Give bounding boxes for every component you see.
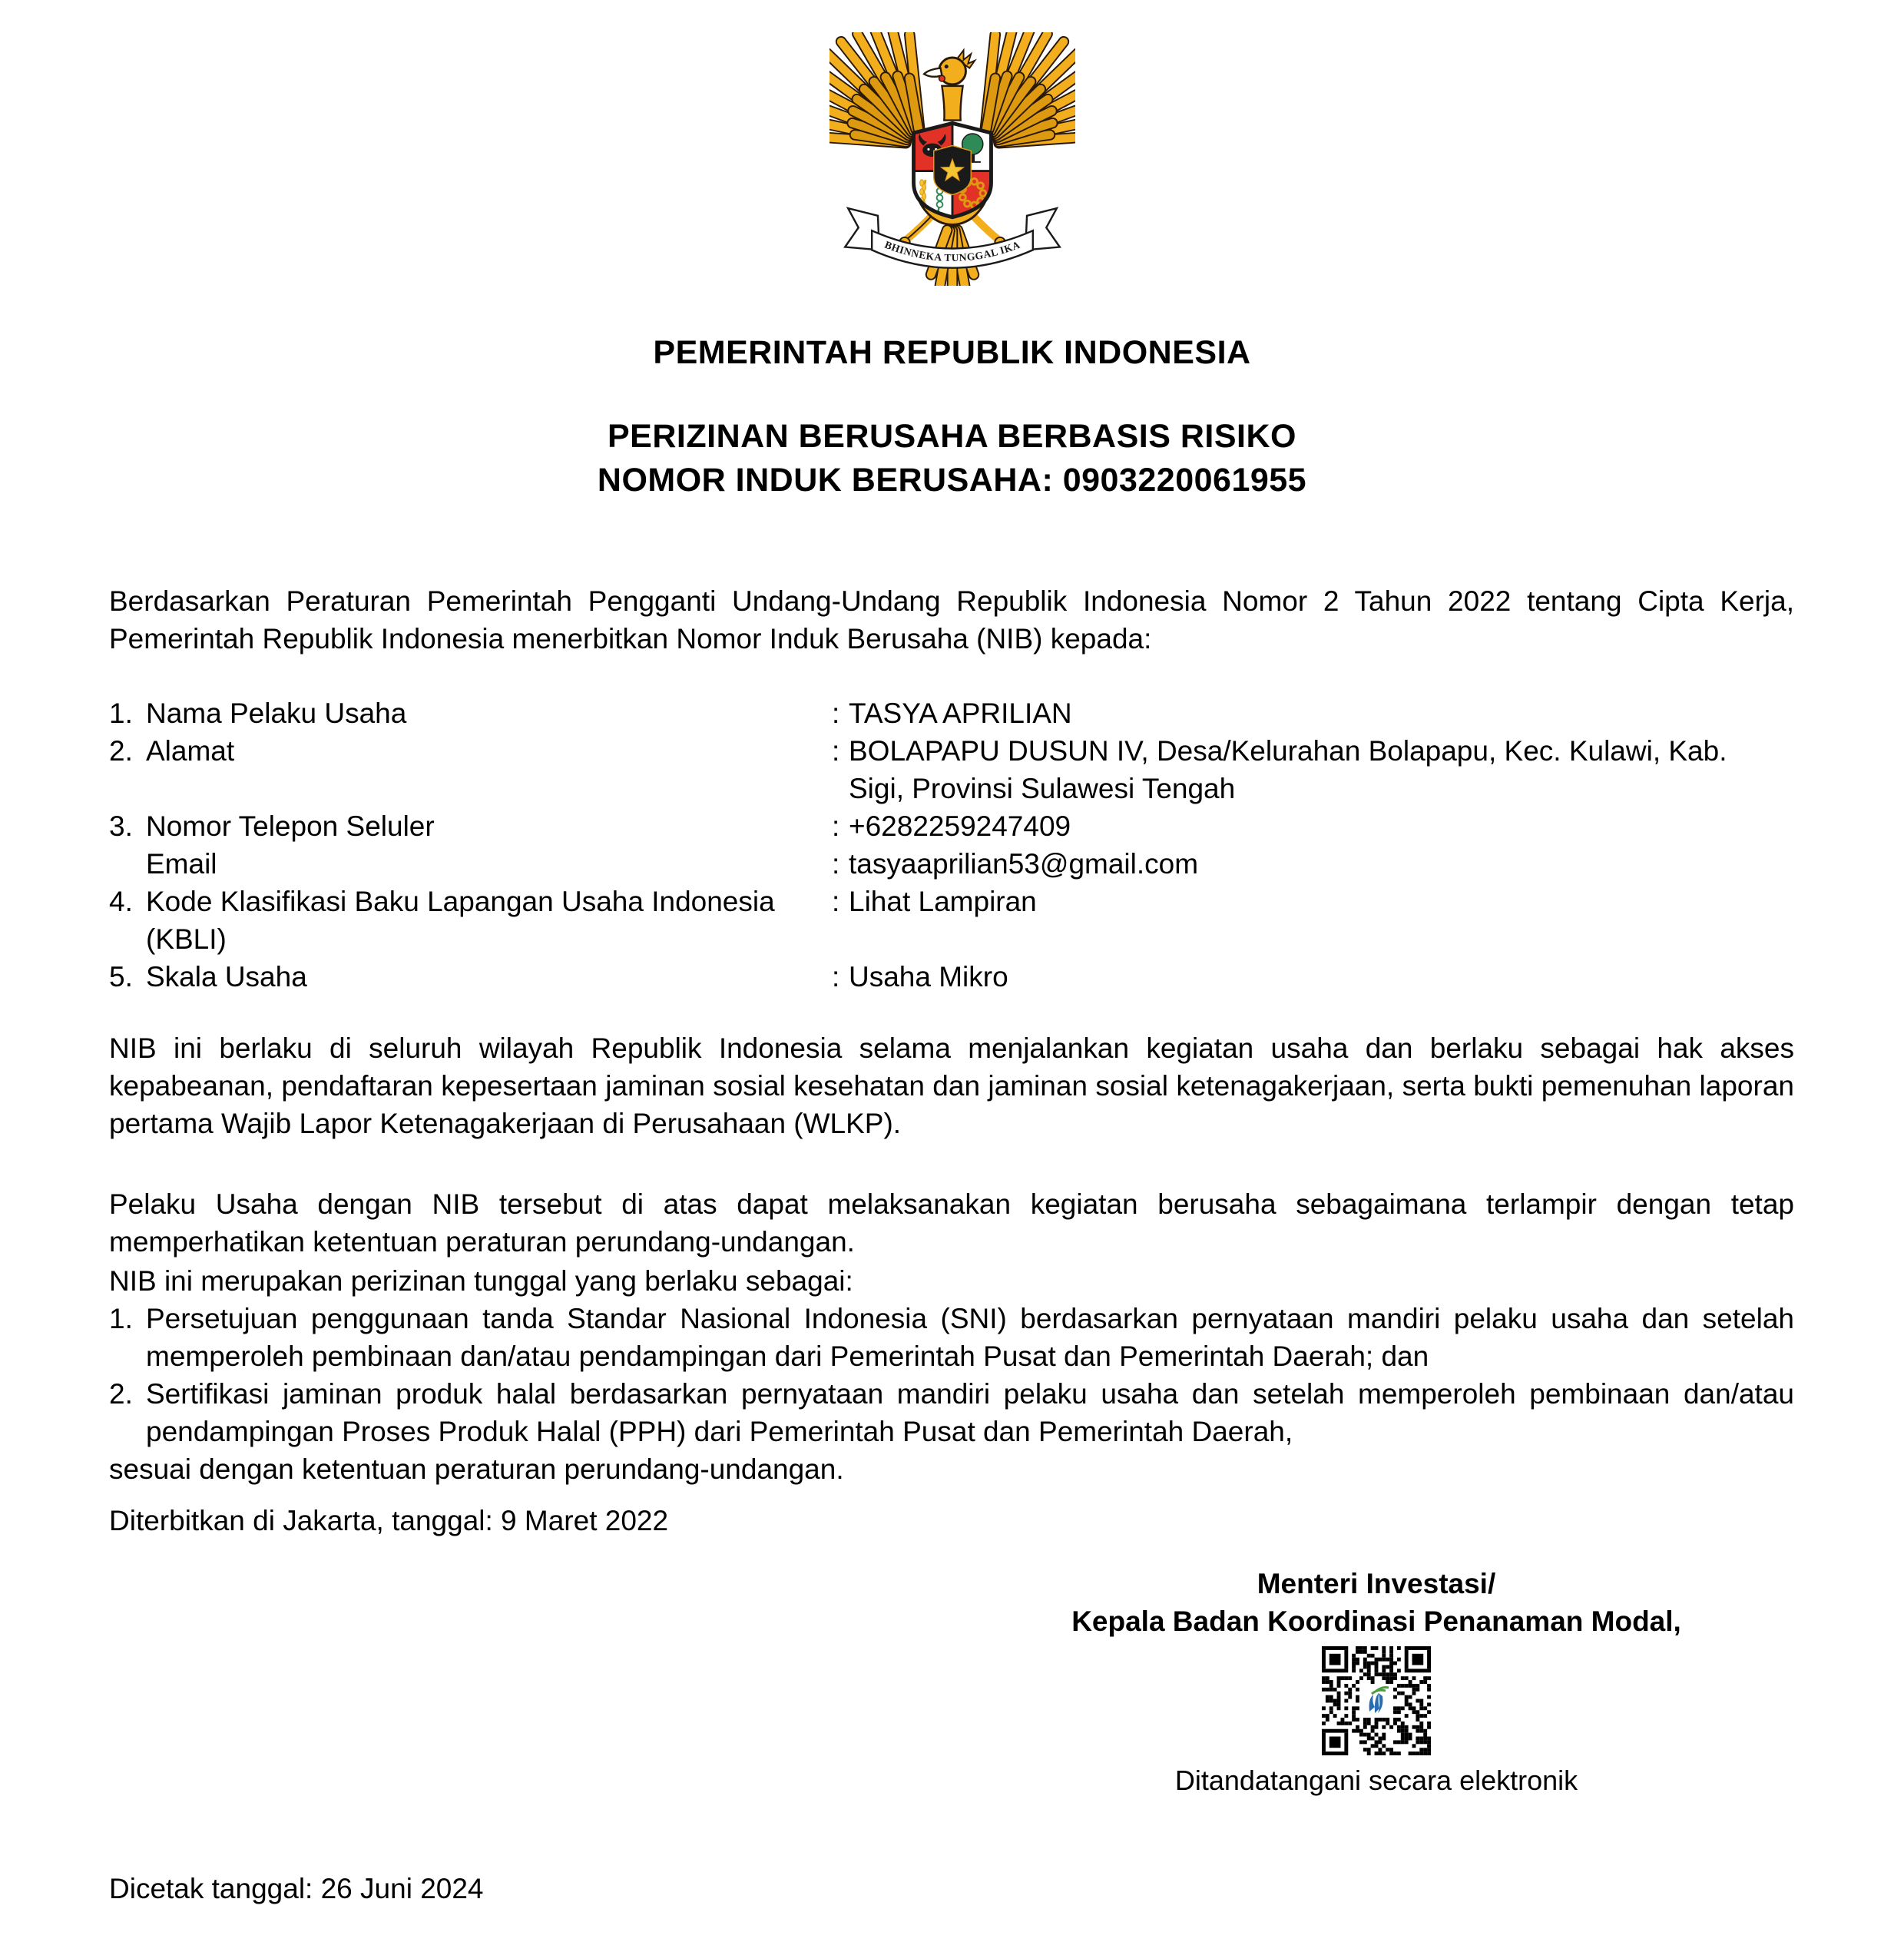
document-body	[109, 582, 1794, 1539]
single-license-item	[109, 1300, 1794, 1375]
field-row-kbli	[109, 883, 1794, 958]
field-value	[832, 694, 1794, 732]
license-title-line: PERIZINAN BERUSAHA BERBASIS RISIKO	[608, 418, 1296, 455]
nib-number-line: NOMOR INDUK BERUSAHA: 0903220061955	[597, 462, 1307, 499]
field-number: 3.	[109, 810, 133, 842]
colon-separator: :	[832, 961, 840, 993]
intro-paragraph: Berdasarkan Peraturan Pemerintah Pengganti Undang-Undang Republik Indonesia Nomor 2 Tahun 2022 tentang Cipta Kerja, Pemerintah Republik Indonesia menerbitkan Nomor Induk Berusaha (NIB) kepada:	[109, 585, 1794, 655]
qr-code-icon	[1322, 1646, 1431, 1755]
field-row-email	[109, 845, 1794, 883]
field-value	[832, 845, 1794, 883]
single-license-intro: NIB ini merupakan perizinan tunggal yang berlaku sebagai:	[109, 1265, 853, 1297]
field-value-text: Usaha Mikro	[849, 961, 1008, 993]
field-number: 2.	[109, 735, 133, 767]
field-row-nama	[109, 694, 1794, 732]
field-value-text: BOLAPAPU DUSUN IV, Desa/Kelurahan Bolapapu, Kec. Kulawi, Kab. Sigi, Provinsi Sulawesi Tengah	[849, 735, 1727, 804]
colon-separator: :	[832, 886, 840, 917]
garuda-pancasila-icon	[829, 32, 1075, 286]
field-label: Email	[146, 848, 217, 880]
obligation-paragraph: Pelaku Usaha dengan NIB tersebut di atas dapat melaksanakan kegiatan berusaha sebagaimana terlampir dengan tetap memperhatikan ketentuan peraturan perundang-undangan.	[109, 1188, 1794, 1258]
field-value	[832, 883, 1794, 920]
field-value-text: Lihat Lampiran	[849, 886, 1037, 917]
field-label: Kode Klasifikasi Baku Lapangan Usaha Indonesia (KBLI)	[146, 886, 775, 955]
field-value	[832, 807, 1794, 845]
field-value	[832, 732, 1794, 807]
field-row-telepon	[109, 807, 1794, 845]
validity-paragraph: NIB ini berlaku di seluruh wilayah Republik Indonesia selama menjalankan kegiatan usaha dan berlaku sebagai hak akses kepabeanan, pendaftaran kepesertaan jaminan sosial kesehatan dan jaminan sosial ketenagakerjaan, serta bukti pemenuhan laporan pertama Wajib Lapor Ketenagakerjaan di Perusahaan (WLKP).	[109, 1032, 1794, 1139]
pancasila-shield	[913, 121, 991, 220]
garuda-right-wing	[979, 32, 1075, 148]
field-number: 1.	[109, 698, 133, 729]
electronic-signature-note: Ditandatangani secara elektronik	[1174, 1765, 1578, 1796]
field-label: Nomor Telepon Seluler	[146, 810, 435, 842]
field-row-skala	[109, 958, 1794, 996]
colon-separator: :	[832, 735, 840, 767]
field-label: Nama Pelaku Usaha	[146, 698, 407, 729]
field-row-alamat	[109, 732, 1794, 807]
license-title-block	[0, 415, 1904, 502]
field-label: Alamat	[146, 735, 235, 767]
nib-certificate-document	[0, 32, 1904, 1942]
field-value-text: TASYA APRILIAN	[849, 698, 1072, 729]
business-fields-list	[109, 694, 1794, 996]
single-license-closing: sesuai dengan ketentuan peraturan perundang-undangan.	[109, 1453, 844, 1485]
colon-separator: :	[832, 848, 840, 880]
field-number: 4.	[109, 886, 133, 917]
item-text: Persetujuan penggunaan tanda Standar Nasional Indonesia (SNI) berdasarkan pernyataan mandiri pelaku usaha dan setelah memperoleh pembinaan dan/atau pendampingan dari Pemerintah Pusat dan Pemerintah Daerah; dan	[146, 1303, 1794, 1372]
item-number: 1.	[109, 1303, 133, 1334]
item-text: Sertifikasi jaminan produk halal berdasarkan pernyataan mandiri pelaku usaha dan setelah memperoleh pembinaan dan/atau pendampingan Proses Produk Halal (PPH) dari Pemerintah Pusat dan Pemerintah Daerah,	[146, 1378, 1794, 1447]
field-value	[832, 958, 1794, 996]
field-label: Skala Usaha	[146, 961, 307, 993]
single-license-item	[109, 1375, 1794, 1450]
issued-line: Diterbitkan di Jakarta, tanggal: 9 Maret 2022	[109, 1505, 669, 1536]
printed-date-line: Dicetak tanggal: 26 Juni 2024	[109, 1873, 484, 1904]
field-number: 5.	[109, 961, 133, 993]
signatory-title-line2: Kepala Badan Koordinasi Penanaman Modal,	[1071, 1606, 1681, 1637]
colon-separator: :	[832, 810, 840, 842]
garuda-pancasila-emblem	[829, 32, 1075, 286]
signature-block	[992, 1565, 1760, 1799]
colon-separator: :	[832, 698, 840, 729]
field-value-text: +6282259247409	[849, 810, 1071, 842]
item-number: 2.	[109, 1378, 133, 1410]
qr-code	[1322, 1646, 1431, 1755]
signatory-title-line1: Menteri Investasi/	[1257, 1568, 1496, 1599]
single-license-list	[109, 1300, 1794, 1450]
government-title: PEMERINTAH REPUBLIK INDONESIA	[653, 334, 1251, 371]
garuda-left-wing	[829, 32, 925, 148]
motto-text: BHINNEKA TUNGGAL IKA	[882, 238, 1022, 264]
field-value-text: tasyaaprilian53@gmail.com	[849, 848, 1199, 880]
